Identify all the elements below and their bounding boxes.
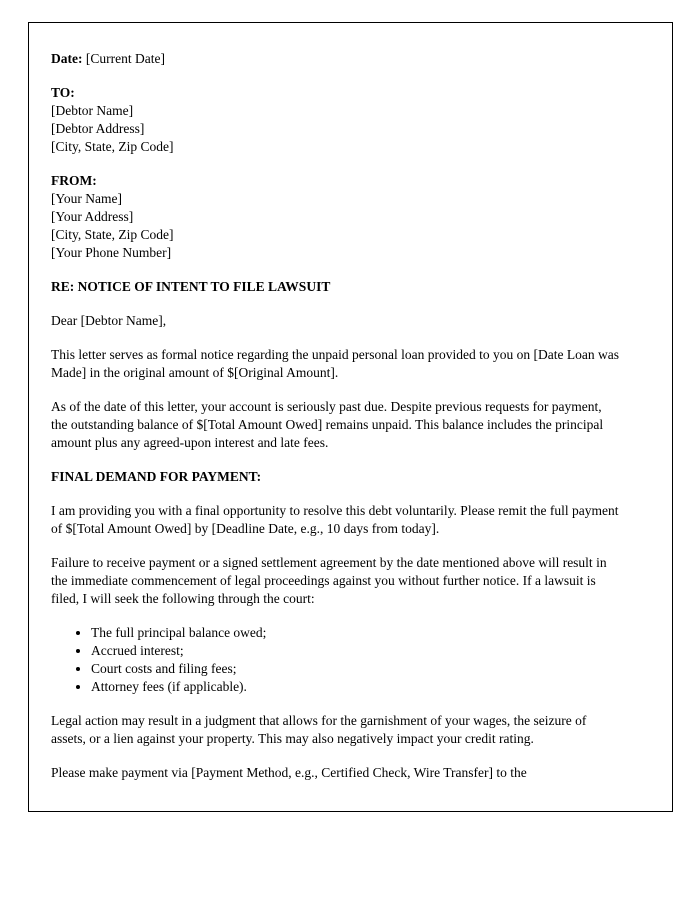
- paragraph-payment-method: Please make payment via [Payment Method, e.g., Certified Check, Wire Transfer] to the: [51, 765, 527, 780]
- claim-item-attorney-fees: • Attorney fees (if applicable).: [91, 678, 620, 696]
- claim-item-principal: • The full principal balance owed;: [91, 624, 620, 642]
- lawsuit-claims-list: [51, 624, 620, 696]
- recipient-name: [Debtor Name]: [51, 103, 134, 118]
- subject-line: RE: NOTICE OF INTENT TO FILE LAWSUIT: [51, 279, 331, 294]
- sender-block: [51, 172, 620, 262]
- sender-name: [Your Name]: [51, 191, 122, 206]
- sender-phone: [Your Phone Number]: [51, 245, 172, 260]
- paragraph-failure-warning: Failure to receive payment or a signed settlement agreement by the date mentioned above will result in the immediate commencement of legal proceedings against you without further notice. If a lawsuit is filed, I will seek the following through the court:: [51, 555, 607, 606]
- sender-address: [Your Address]: [51, 209, 134, 224]
- date-label: Date:: [51, 51, 83, 66]
- paragraph-loan-notice: This letter serves as formal notice regarding the unpaid personal loan provided to you on [Date Loan was Made] in the original amount of $[Original Amount].: [51, 347, 619, 380]
- date-line: [51, 50, 620, 68]
- from-label: FROM:: [51, 173, 97, 188]
- to-label: TO:: [51, 85, 75, 100]
- claim-item-court-costs: • Court costs and filing fees;: [91, 660, 620, 678]
- recipient-city-state-zip: [City, State, Zip Code]: [51, 139, 174, 154]
- sender-city-state-zip: [City, State, Zip Code]: [51, 227, 174, 242]
- claim-item-interest: • Accrued interest;: [91, 642, 620, 660]
- recipient-address: [Debtor Address]: [51, 121, 145, 136]
- paragraph-legal-consequences: Legal action may result in a judgment that allows for the garnishment of your wages, the seizure of assets, or a lien against your property. This may also negatively impact your credit rating.: [51, 713, 587, 746]
- paragraph-final-opportunity: I am providing you with a final opportunity to resolve this debt voluntarily. Please remit the full payment of $[Total Amount Owed] by [Deadline Date, e.g., 10 days from today].: [51, 503, 619, 536]
- date-value: [Current Date]: [85, 51, 165, 66]
- paragraph-past-due: As of the date of this letter, your account is seriously past due. Despite previous requests for payment, the outstanding balance of $[Total Amount Owed] remains unpaid. This balance includes the principal amount plus any agreed-upon interest and late fees.: [51, 399, 604, 450]
- recipient-block: [51, 84, 620, 156]
- letter-document: [28, 22, 673, 812]
- final-demand-heading: FINAL DEMAND FOR PAYMENT:: [51, 469, 262, 484]
- salutation: Dear [Debtor Name],: [51, 313, 167, 328]
